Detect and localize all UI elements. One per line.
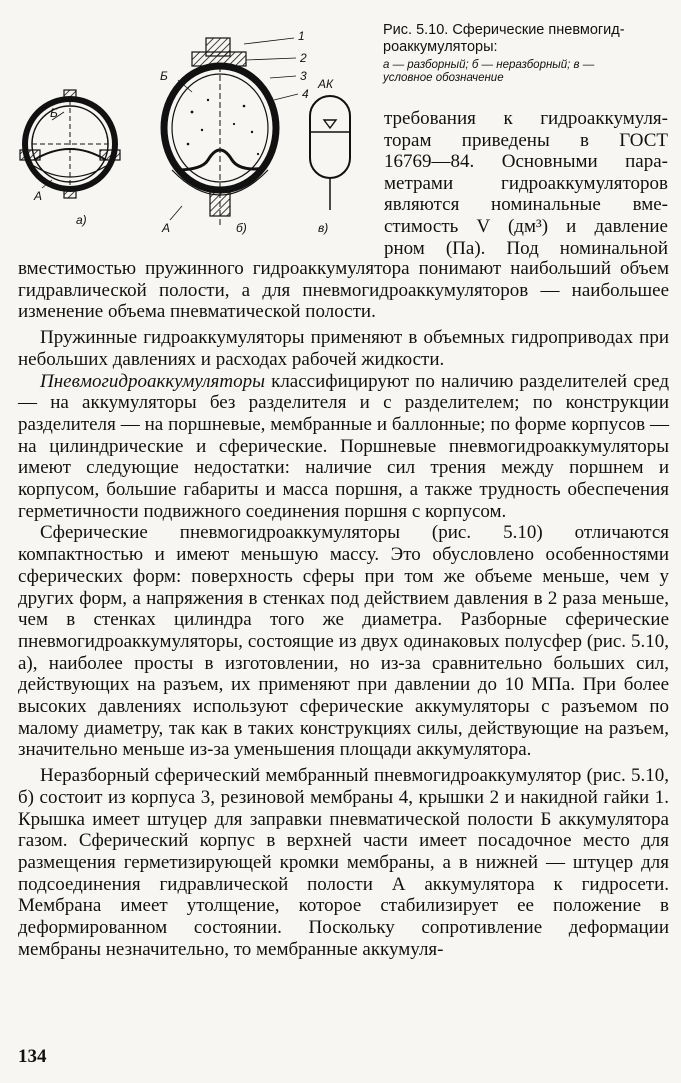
figure-caption	[383, 22, 673, 85]
page-number: 134	[18, 1046, 47, 1067]
side-line: являются номинальные вме-	[384, 194, 668, 216]
label-ak: АК	[318, 77, 334, 91]
label-panel-b: б)	[236, 221, 247, 235]
label-a-cavity-b: Б	[50, 106, 58, 120]
paragraph-capacity-definition: вместимостью пружинного гидроаккумулятора понимают наибольший объем гидравлической полости, а для пневмогидроаккумуляторов — наибольшее изменение объема пневматической полости.	[18, 258, 669, 323]
paragraph-membrane: Неразборный сферический мембранный пневмогидроаккумулятор (рис. 5.10, б) состоит из корпуса 3, резиновой мембраны 4, крышки 2 и накидной гайки 1. Крышка имеет штуцер для заправки пневматической полости Б аккумулятора газом. Сферический корпус в верхней части имеет посадочное место для размещения герметизирующей кромки мембраны, а в нижней — штуцер для подсоединения гидравлической полости А аккумулятора к гидросети. Мембрана имеет утолщение, которое стабилизирует ее положение в деформированном состоянии. Поскольку сопротивление деформации мембраны незначительно, то мембранные аккумуля-	[18, 765, 669, 960]
side-text-column	[384, 108, 668, 259]
label-part-1-nut: 1	[298, 29, 305, 43]
caption-title-line-2: роаккумуляторы:	[383, 39, 498, 55]
label-panel-v: в)	[318, 221, 329, 235]
label-a-cavity-a: А	[34, 189, 43, 203]
caption-title-line-1: Рис. 5.10. Сферические пневмогид-	[383, 22, 625, 38]
classification-text: классифицируют по наличию разделителей сред — на аккумуляторы без разделителя и с разделителем; по конструкции разделителя — на поршневые, мембранные и баллонные; по форме корпусов — на цилиндрические и сферические. Поршневые пневмогидроаккумуляторы имеют следующие недостатки: наличие сил трения между поршнем и корпусом, большие габариты и масса поршня, а также трудность обеспечения герметичности подвижного соединения поршня с корпусом.	[18, 370, 669, 522]
body-text	[18, 258, 669, 961]
accumulator-drawings	[12, 20, 372, 252]
paragraph-classification	[18, 371, 669, 523]
term-pneumohydro: Пневмогидроаккумуляторы	[40, 370, 265, 392]
drawing-a-split-sphere	[20, 90, 120, 227]
label-b-cavity-b: Б	[160, 69, 168, 83]
figure-5-10	[12, 20, 372, 252]
label-b-cavity-a: А	[162, 221, 171, 235]
caption-title	[383, 22, 673, 56]
paragraph-spherical: Сферические пневмогидроаккумуляторы (рис. 5.10) отличаются компактностью и имеют меньшую массу. Это обусловлено особенностями сферических форм: поверхность сферы при том же объеме меньше, чем у других форм, а напряжения в стенках под действием давления в 2 раза меньше, чем в стенках цилиндра того же диаметра. Разборные сферические пневмогидроаккумуляторы, состоящие из двух одинаковых полусфер (рис. 5.10, а), наиболее просты в изготовлении, но из-за сравнительно больших сил, действующих на разъем, их применяют при давлении до 10 МПа. При более высоких давлениях используют сферические аккумуляторы с разъемом по малому диаметру, так как в таких конструкциях силы, действующие на разъем, значительно меньше из-за уменьшения площади аккумулятора.	[18, 522, 669, 761]
side-line: требования к гидроаккумуля-	[384, 108, 668, 129]
caption-legend-line-1: а — разборный; б — неразборный; в —	[383, 59, 595, 71]
caption-legend	[383, 59, 673, 85]
label-part-2-cover: 2	[300, 51, 307, 65]
label-part-4-membrane: 4	[302, 87, 309, 101]
side-line: торам приведены в ГОСТ	[384, 129, 668, 151]
side-line: 16769—84. Основными пара-	[384, 151, 668, 173]
drawing-v-symbol	[310, 77, 350, 235]
caption-legend-line-2: условное обозначение	[383, 72, 504, 84]
side-line: метрами гидроаккумуляторов	[384, 172, 668, 194]
side-line: стимость V (дм³) и давление	[384, 215, 668, 237]
label-panel-a: а)	[76, 213, 87, 227]
drawing-b-membrane-sphere	[160, 29, 309, 235]
paragraph-spring-accumulators: Пружинные гидроаккумуляторы применяют в объемных гидроприводах при небольших давлениях и расходах рабочей жидкости.	[18, 327, 669, 370]
label-part-3-body: 3	[300, 69, 307, 83]
side-line: pном (Па). Под номинальной	[384, 237, 668, 259]
